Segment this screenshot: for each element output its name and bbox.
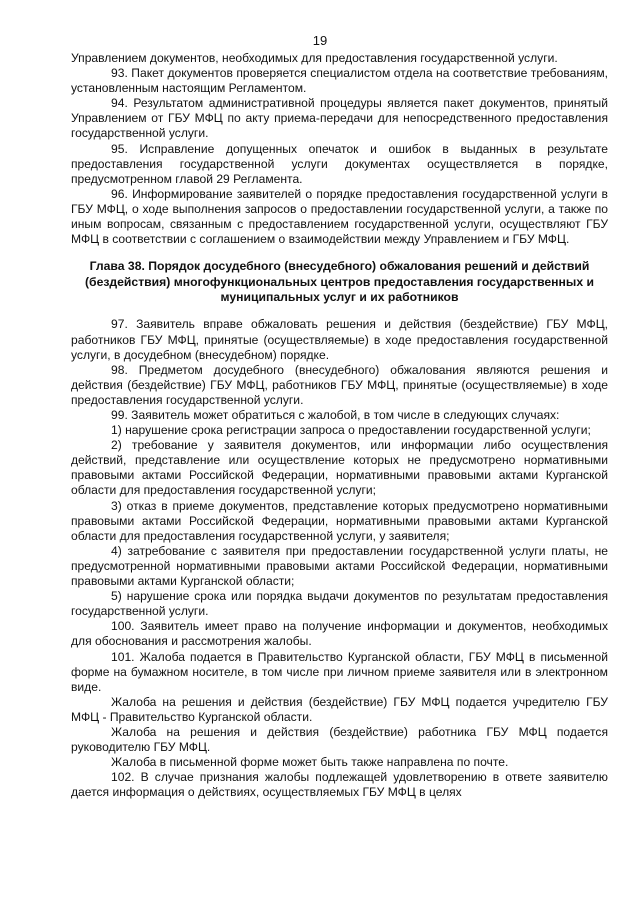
chapter-heading: Глава 38. Порядок досудебного (внесудебного) обжалования решений и действий (бездействия) многофункциональных центров предоставления государственных и муниципальных услуг и их работников: [85, 259, 594, 305]
paragraph-complaint-founder: Жалоба на решения и действия (бездействие) ГБУ МФЦ подается учредителю ГБУ МФЦ - Правительство Курганской области.: [71, 694, 608, 724]
paragraph-95: 95. Исправление допущенных опечаток и ошибок в выданных в результате предоставления государственной услуги документах осуществляется в порядке, предусмотренном главой 29 Регламента.: [71, 141, 608, 186]
paragraph-continuation: Управлением документов, необходимых для предоставления государственной услуги.: [71, 51, 558, 65]
list-item-3: 3) отказ в приеме документов, представление которых предусмотрено нормативными правовыми актами Российской Федерации, нормативными правовыми актами Курганской области для предоставления государственной услуги, у заявителя;: [71, 498, 608, 543]
list-item-2: 2) требование у заявителя документов, или информации либо осуществления действий, представление или осуществление которых не предусмотрено нормативными правовыми актами Российской Федерации, нормативными правовыми актами Курганской области для предоставления государственной услуги;: [71, 438, 608, 498]
paragraph-98: 98. Предметом досудебного (внесудебного) обжалования являются решения и действия (бездействие) ГБУ МФЦ, работников ГБУ МФЦ, принятые (осуществляемые) в ходе предоставления государственной услуги.: [71, 362, 608, 407]
paragraph-102: 102. В случае признания жалобы подлежащей удовлетворению в ответе заявителю дается информация о действиях, осуществляемых ГБУ МФЦ в целях: [71, 770, 608, 800]
list-item-5: 5) нарушение срока или порядка выдачи документов по результатам предоставления государственной услуги.: [71, 589, 608, 619]
paragraph-94: 94. Результатом административной процедуры является пакет документов, принятый Управлением от ГБУ МФЦ по акту приема-передачи для непосредственного предоставления государственной услуги.: [71, 96, 608, 141]
list-item-1: 1) нарушение срока регистрации запроса о предоставлении государственной услуги;: [111, 423, 591, 438]
paragraph-97: 97. Заявитель вправе обжаловать решения и действия (бездействие) ГБУ МФЦ, работников ГБУ МФЦ, принятые (осуществляемые) в ходе предоставления государственной услуги, в досудебном (внесудебном) порядке.: [71, 317, 608, 362]
page-number: 19: [312, 33, 328, 48]
paragraph-99: 99. Заявитель может обратиться с жалобой, в том числе в следующих случаях:: [111, 408, 560, 422]
paragraph-100: 100. Заявитель имеет право на получение информации и документов, необходимых для обоснования и рассмотрения жалобы.: [71, 619, 608, 649]
paragraph-complaint-mail: Жалоба в письменной форме может быть также направлена по почте.: [111, 755, 509, 770]
page-body: [71, 51, 608, 800]
list-item-4: 4) затребование с заявителя при предоставлении государственной услуги платы, не предусмотренной нормативными правовыми актами Российской Федерации, нормативными правовыми актами Курганской области;: [71, 543, 608, 589]
paragraph-101: 101. Жалоба подается в Правительство Курганской области, ГБУ МФЦ в письменной форме на бумажном носителе, в том числе при личном приеме заявителя или в электронном виде.: [71, 649, 608, 694]
paragraph-93: 93. Пакет документов проверяется специалистом отдела на соответствие требованиям, установленным настоящим Регламентом.: [71, 66, 608, 96]
paragraph-96: 96. Информирование заявителей о порядке предоставления государственной услуги в ГБУ МФЦ, о ходе выполнения запросов о предоставлении государственной услуги, а также по иным вопросам, связанным с предоставлением государственной услуги, осуществляют ГБУ МФЦ в соответствии с соглашением о взаимодействии между Управлением и ГБУ МФЦ.: [71, 186, 608, 247]
paragraph-complaint-head: Жалоба на решения и действия (бездействие) работника ГБУ МФЦ подается руководителю ГБУ МФЦ.: [71, 724, 608, 755]
